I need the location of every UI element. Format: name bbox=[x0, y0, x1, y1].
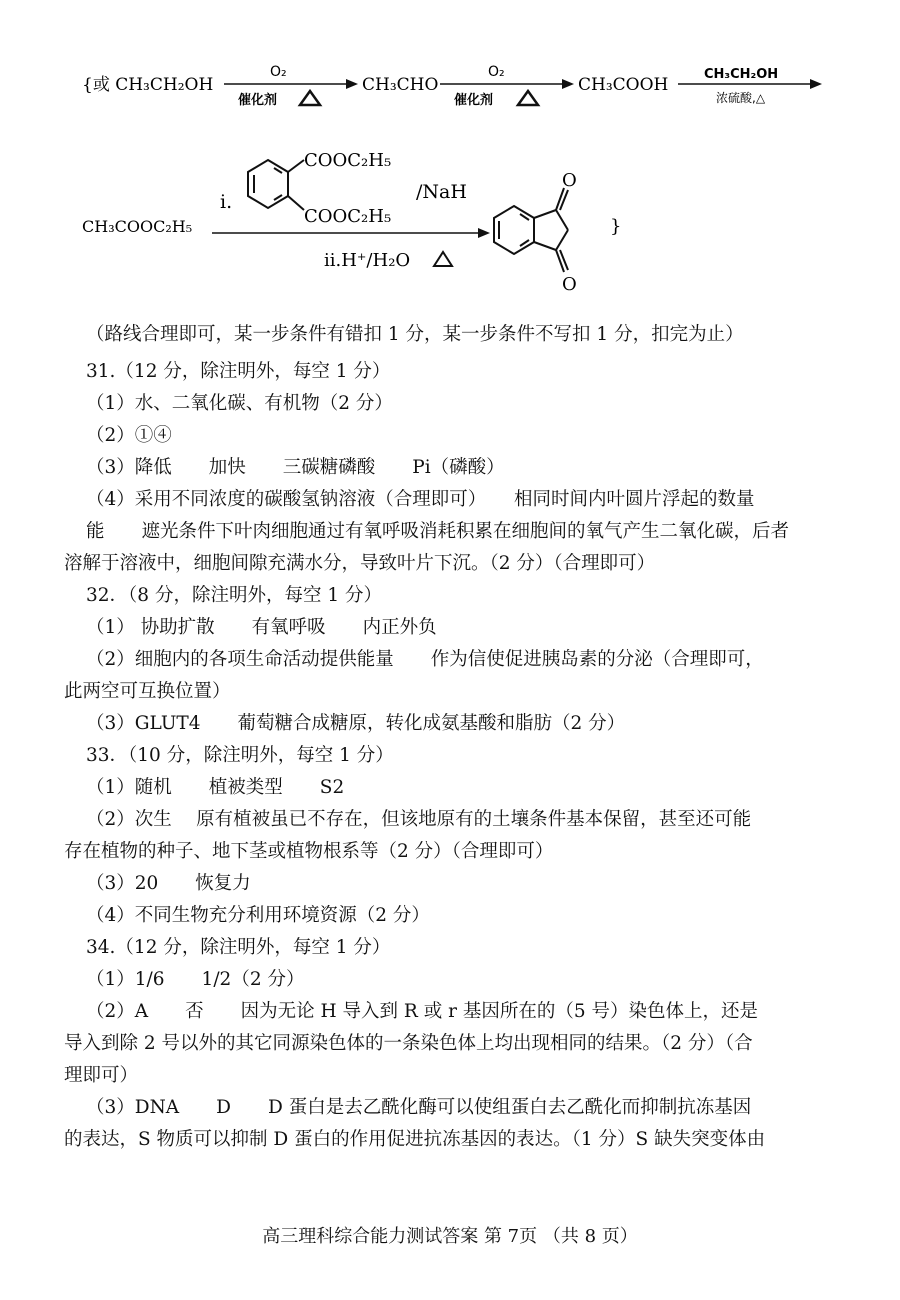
arrow-1-head bbox=[346, 79, 358, 89]
arrow-3-top: CH₃CH₂OH bbox=[704, 67, 779, 82]
route-product-2: CH₃COOH bbox=[578, 75, 669, 95]
text-line-26: 的表达，S 物质可以抑制 D 蛋白的作用促进抗冻基因的表达。（1 分）S 缺失突变体由 bbox=[64, 1129, 766, 1150]
arrow-1-top: O₂ bbox=[270, 64, 287, 80]
delta-icon bbox=[518, 91, 538, 105]
route-product-1: CH₃CHO bbox=[362, 75, 439, 95]
ester-group-bottom: COOC₂H₅ bbox=[304, 206, 392, 227]
text-line-24: 理即可） bbox=[64, 1065, 139, 1086]
text-line-2: 31.（12 分，除注明外，每空 1 分） bbox=[86, 361, 391, 382]
reagent-i-label: i. bbox=[220, 191, 233, 213]
text-line-3: （1）水、二氧化碳、有机物（2 分） bbox=[86, 393, 393, 414]
arrow-1-bottom: 催化剂 bbox=[238, 93, 278, 108]
text-line-1: （路线合理即可，某一步条件有错扣 1 分，某一步条件不写扣 1 分，扣完为止） bbox=[86, 324, 744, 345]
text-line-4: （2）①④ bbox=[86, 425, 172, 446]
reagent-ii-label: ii.H⁺/H₂O bbox=[324, 250, 411, 271]
text-line-9: 32．（8 分，除注明外，每空 1 分） bbox=[86, 585, 382, 606]
route-close-brace: } bbox=[610, 216, 622, 237]
text-line-10: （1） 协助扩散 有氧呼吸 内正外负 bbox=[86, 617, 437, 638]
indanedione-structure bbox=[494, 188, 568, 272]
text-line-14: 33．（10 分，除注明外，每空 1 分） bbox=[86, 745, 394, 766]
text-line-20: 34.（12 分，除注明外，每空 1 分） bbox=[86, 937, 391, 958]
page-footer: 高三理科综合能力测试答案 第 7页 （共 8 页） bbox=[262, 1226, 638, 1247]
ester-group-top: COOC₂H₅ bbox=[304, 150, 392, 171]
text-line-15: （1）随机 植被类型 S2 bbox=[86, 777, 345, 798]
text-line-8: 溶解于溶液中，细胞间隙充满水分，导致叶片下沉。（2 分）（合理即可） bbox=[64, 553, 656, 574]
synthesis-route-line-2 bbox=[78, 140, 838, 300]
arrow-3-bottom: 浓硫酸,△ bbox=[716, 91, 766, 105]
text-line-7: 能 遮光条件下叶肉细胞通过有氧呼吸消耗积累在细胞间的氧气产生二氧化碳，后者 bbox=[86, 521, 790, 542]
phthalate-structure bbox=[248, 160, 304, 210]
base-reagent: /NaH bbox=[416, 181, 467, 203]
text-line-25: （3）DNA D D 蛋白是去乙酰化酶可以使组蛋白去乙酰化而抑制抗冻基因 bbox=[86, 1097, 752, 1118]
carbonyl-o-top: O bbox=[562, 170, 577, 191]
route-start: {或 CH₃CH₂OH bbox=[82, 75, 214, 95]
delta-icon bbox=[434, 252, 452, 266]
arrow-3-head bbox=[810, 79, 822, 89]
text-line-18: （3）20 恢复力 bbox=[86, 873, 251, 894]
arrow-2-top: O₂ bbox=[488, 64, 505, 80]
text-line-12: 此两空可互换位置） bbox=[64, 681, 231, 702]
text-line-19: （4）不同生物充分利用环境资源（2 分） bbox=[86, 905, 430, 926]
route-start-ester: CH₃COOC₂H₅ bbox=[82, 217, 193, 236]
arrow-2-bottom: 催化剂 bbox=[454, 93, 494, 108]
text-line-6: （4）采用不同浓度的碳酸氢钠溶液（合理即可） 相同时间内叶圆片浮起的数量 bbox=[86, 489, 755, 510]
arrow-2-head bbox=[562, 79, 574, 89]
carbonyl-o-bottom: O bbox=[562, 274, 577, 295]
text-line-22: （2）A 否 因为无论 H 导入到 R 或 r 基因所在的（5 号）染色体上，还是 bbox=[86, 1001, 758, 1022]
text-line-16: （2）次生 原有植被虽已不存在，但该地原有的土壤条件基本保留，甚至还可能 bbox=[86, 809, 752, 830]
text-line-21: （1）1/6 1/2（2 分） bbox=[86, 969, 305, 990]
text-line-11: （2）细胞内的各项生命活动提供能量 作为信使促进胰岛素的分泌（合理即可， bbox=[86, 649, 764, 670]
text-line-5: （3）降低 加快 三碳糖磷酸 Pi（磷酸） bbox=[86, 457, 505, 478]
delta-icon bbox=[300, 91, 320, 105]
text-line-17: 存在植物的种子、地下茎或植物根系等（2 分）（合理即可） bbox=[64, 841, 554, 862]
synthesis-route-line-1 bbox=[78, 58, 838, 108]
text-line-13: （3）GLUT4 葡萄糖合成糖原，转化成氨基酸和脂肪（2 分） bbox=[86, 713, 626, 734]
text-line-23: 导入到除 2 号以外的其它同源染色体的一条染色体上均出现相同的结果。（2 分）（合 bbox=[64, 1033, 753, 1054]
arrow-4-head bbox=[478, 228, 490, 238]
